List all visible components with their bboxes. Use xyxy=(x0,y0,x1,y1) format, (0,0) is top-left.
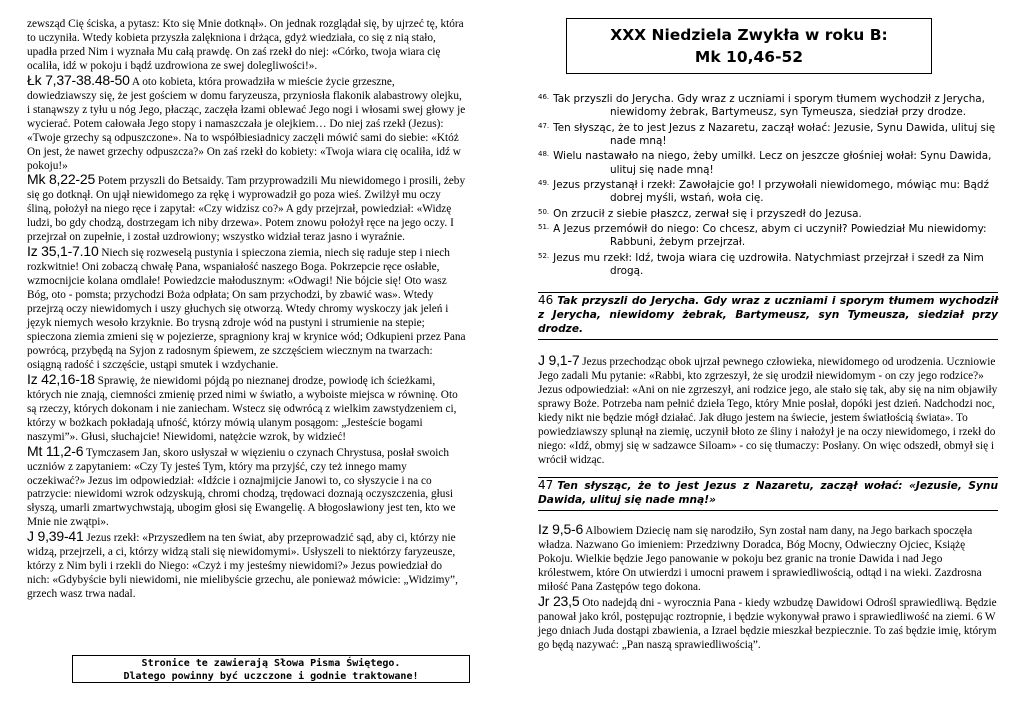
passage-ref: J 9,1-7 xyxy=(538,351,580,368)
passage-text: A oto kobieta, która prowadziła w mieście życie grzeszne, dowiedziawszy się, że jest gościem w domu faryzeusza, przyniosła flakonik alabastrowy olejku, i stanąwszy z tyłu u nóg Jego, płacząc, zaczęła łzami oblewać Jego nogi i włosami swej głowy je wycierać. Potem całowała Jego stopy i namaszczała je olejkiem… Do niej zaś rzekł (Jezus): «Twoje grzechy są odpuszczone». Na to współbiesiadnicy zaczęli mówić sami do siebie: «Któż On jest, że nawet grzechy odpuszcza?» On zaś rzekł do kobiety: «Twoja wiara cię ocaliła, idź w pokoju!» xyxy=(27,75,466,172)
verse-number: 46. xyxy=(538,93,550,101)
passage-ref: J 9,39-41 xyxy=(27,528,84,545)
verse xyxy=(538,148,998,177)
passage-text: Jezus przechodząc obok ujrzał pewnego człowieka, niewidomego od urodzenia. Uczniowie Jego zadali Mu pytanie: «Rabbi, kto zgrzeszył, że się urodził niewidomym - on czy jego rodzice?» Jezus odpowiedział: «Ani on nie zgrzeszył, ani rodzice jego, ale stało się tak, aby się na nim objawiły sprawy Boże. Potrzeba nam pełnić dzieła Tego, który Mnie posłał, dopóki jest dzień. Nadchodzi noc, kiedy nikt nie będzie mógł działać. Jak długo jestem na świecie, jestem światłością świata». To powiedziawszy splunął na ziemię, uczynił błoto ze śliny i nałożył je na oczy niewidomego, i rzekł do niego: «Idź, obmyj się w sadzawce Siloam» - co się tłumaczy: Posłany. On więc odszedł, obmył się i wrócił widząc. xyxy=(538,355,998,466)
highlight-number: 47 xyxy=(538,478,554,493)
verse xyxy=(538,91,998,120)
passage-text: Sprawię, że niewidomi pójdą po nieznanej drodze, powiodę ich ścieżkami, których nie znają, ciemności zmienię przed nimi w światło, a wyboiste miejsca w równinę. Oto są rzeczy, których dokonam i nie zaniecham. Wstecz się odwrócą z wielkim zawstydzeniem ci, którzy w bożkach pokładają ufność, którzy mówią ulanym posągom: „Jesteście bogami naszymi”». Głusi, słuchajcie! Niewidomi, natężcie wzrok, by widzieć! xyxy=(27,374,458,443)
passage-ref: Mt 11,2-6 xyxy=(27,442,84,459)
passage-ref: Iz 35,1-7.10 xyxy=(27,243,99,260)
verse-number: 51. xyxy=(538,223,550,232)
verse xyxy=(538,177,998,206)
highlight-text: Ten słysząc, że to jest Jezus z Nazaretu, zaczął wołać: «Jezusie, Synu Dawida, ulituj się nade mną!» xyxy=(538,480,998,507)
passage-text: Albowiem Dziecię nam się narodziło, Syn został nam dany, na Jego barkach spoczęła władza. Nazwano Go imieniem: Przedziwny Doradca, Bóg Mocny, Odwieczny Ojciec, Książę Pokoju. Wielkie będzie Jego panowanie w pokoju bez granic na tronie Dawida i nad Jego królestwem, które On utwierdzi i umocni prawem i sprawiedliwością, odtąd i na wieki. Zazdrosna miłość Pana Zastępów tego dokona. xyxy=(538,525,982,593)
verse-text: Jezus mu rzekł: Idź, twoja wiara cię uzdrowiła. Natychmiast przejrzał i szedł za Nim drogą. xyxy=(553,251,984,278)
passage-ref: Iz 9,5-6 xyxy=(538,521,584,538)
passage-ref: Łk 7,37-38.48-50 xyxy=(27,71,130,88)
passage-text: Jezus rzekł: «Przyszedłem na ten świat, aby przeprowadzić sąd, aby ci, którzy nie widzą, przejrzeli, a ci, którzy widzą stali się niewidomymi». Usłyszeli to niektórzy faryzeusze, którzy z Nim byli i rzekli do Niego: «Czyż i my jesteśmy niewidomi?» Jezus powiedział do nich: «Gdybyście byli niewidomi, nie mielibyście grzechu, ale ponieważ mówicie: „Widzimy”, grzech wasz trwa nadal. xyxy=(27,532,458,601)
footer-notice xyxy=(72,655,470,683)
verse-text: Jezus przystanął i rzekł: Zawołajcie go! I przywołali niewidomego, mówiąc mu: Bądź dobrej myśli, wstań, woła cię. xyxy=(553,179,989,205)
highlight-text: Tak przyszli do Jerycha. Gdy wraz z uczniami i sporym tłumem wychodził z Jerycha, niewidomy żebrak, Bartymeusz, syn Tymeusza, siedział przy drodze. xyxy=(538,295,998,336)
passage-lk xyxy=(27,71,467,174)
page-title: XXX Niedziela Zwykła w roku B: xyxy=(610,26,888,44)
page-subtitle: Mk 10,46-52 xyxy=(694,48,804,66)
passage-text: Potem przyszli do Betsaidy. Tam przyprowadzili Mu niewidomego i prosili, żeby się go dotknął. On ujął niewidomego za rękę i wyprowadził go poza wieś. Zwilżył mu oczy śliną, położył na niego ręce i zapytał: «Czy widzisz co?» A gdy przejrzał, powiedział: «Widzę ludzi, bo gdy chodzą, dostrzegam ich niby drzewa». Potem znowu położył ręce na jego oczy. I przejrzał on zupełnie, i został uzdrowiony; wszystko widział teraz jasno i wyraźnie. xyxy=(27,175,466,244)
intro-passage: zewsząd Cię ściska, a pytasz: Kto się Mnie dotknął». On jednak rozglądał się, by ujrzeć tę, która to uczyniła. Wtedy kobieta przyszła zalękniona i drżąca, gdyż wiedziała, co się z nią stało, upadła przed Nim i wyznała Mu całą prawdę. On zaś rzekł do niej: «Córko, twoja wiara cię ocaliła, idź w pokoju i bądź uzdrowiona ze swej dolegliwości!». xyxy=(27,18,464,72)
verse-number: 48. xyxy=(538,150,550,159)
highlight-number: 46 xyxy=(538,293,554,308)
verse-text: Ten słysząc, że to jest Jezus z Nazaretu, zaczął wołać: Jezusie, Synu Dawida, ulituj się nade mną! xyxy=(553,121,996,148)
passage-iz9 xyxy=(538,523,998,595)
verse-number: 49. xyxy=(538,179,550,188)
passage-mt xyxy=(27,442,467,531)
passage-j9-39 xyxy=(27,530,467,602)
highlight-verse-47 xyxy=(538,477,998,511)
gospel-verses xyxy=(538,91,998,278)
right-column xyxy=(538,18,998,653)
verse-text: Wielu nastawało na niego, żeby umilkł. Lecz on jeszcze głośniej wołał: Synu Dawida, ulituj się nade mną! xyxy=(553,150,992,176)
passage-text: Oto nadejdą dni - wyrocznia Pana - kiedy wzbudzę Dawidowi Odrośl sprawiedliwą. Będzie panował jako król, postępując roztropnie, i będzie wykonywał prawo i sprawiedliwość na ziemi. 6 W jego dniach Juda dostąpi zbawienia, a Izrael będzie mieszkał bezpiecznie. To zaś będzie imię, którym go będą nazywać: „Pan naszą sprawiedliwością”. xyxy=(538,596,997,651)
verse xyxy=(538,221,998,250)
passage-ref: Mk 8,22-25 xyxy=(27,171,96,188)
passage-jr23 xyxy=(538,592,998,653)
verse xyxy=(538,206,998,221)
verse xyxy=(538,120,998,149)
verse-number: 47. xyxy=(538,121,550,130)
left-column xyxy=(27,18,467,602)
footer-line: Dlatego powinny być uczczone i godnie traktowane! xyxy=(123,671,419,682)
verse-text: Tak przyszli do Jerycha. Gdy wraz z uczniami i sporym tłumem wychodził z Jerycha, niewidomy żebrak, Bartymeusz, syn Tymeusza, siedział przy drodze. xyxy=(553,93,985,119)
passage-text: Tymczasem Jan, skoro usłyszał w więzieniu o czynach Chrystusa, posłał swoich uczniów z zapytaniem: «Czy Ty jesteś Tym, który ma przyjść, czy też innego mamy oczekiwać?» Jezus im odpowiedział: «Idźcie i oznajmijcie Janowi to, co słyszycie i na co patrzycie: niewidomi wzrok odzyskują, chromi chodzą, trędowaci doznają oczyszczenia, głusi słyszą, umarli zmartwychwstają, ubogim głosi się Ewangelię. A błogosławiony jest ten, kto we Mnie nie zwątpi». xyxy=(27,446,456,529)
passage-text: Niech się rozweselą pustynia i spieczona ziemia, niech się raduje step i niech rozkwitnie! Oni zobaczą chwałę Pana, wspaniałość naszego Boga. Pokrzepcie ręce osłabłe, wzmocnijcie kolana omdlałe! Powiedzcie małodusznym: «Odwagi! Nie bójcie się! Oto wasz Bóg, oto - pomsta; przychodzi Boża odpłata; On sam przychodzi, by zbawić was». Wtedy przejrzą oczy niewidomych i uszy głuchych się otworzą. Wtedy chromy wyskoczy jak jeleń i język niemych wesoło krzyknie. Bo trysną zdroje wód na pustyni i strumienie na stepie; spieczona ziemia zmieni się w pojezierze, spragniony kraj w krynice wód; Odkupieni przez Pana powrócą, przybędą na Syjon z radosnym śpiewem, ze szczęściem wiecznym na twarzach: osiągną radość i szczęście, ustąpi smutek i wzdychanie. xyxy=(27,247,466,371)
verse-text: On zrzucił z siebie płaszcz, zerwał się i przyszedł do Jezusa. xyxy=(553,207,862,220)
passage-iz42 xyxy=(27,370,467,445)
verse xyxy=(538,250,998,279)
verse-number: 52. xyxy=(538,251,550,260)
passage-ref: Jr 23,5 xyxy=(538,592,580,609)
passage-j9-1 xyxy=(538,351,998,468)
highlight-verse-46 xyxy=(538,292,998,339)
footer-line: Stronice te zawierają Słowa Pisma Świętego. xyxy=(141,658,401,669)
verse-number: 50. xyxy=(538,207,550,216)
passage-ref: Iz 42,16-18 xyxy=(27,370,95,387)
passage-mk xyxy=(27,173,467,245)
title-box xyxy=(566,18,932,74)
passage-iz35 xyxy=(27,245,467,373)
verse-text: A Jezus przemówił do niego: Co chcesz, abym ci uczynił? Powiedział Mu niewidomy: Rabbuni, żebym przejrzał. xyxy=(553,223,987,249)
